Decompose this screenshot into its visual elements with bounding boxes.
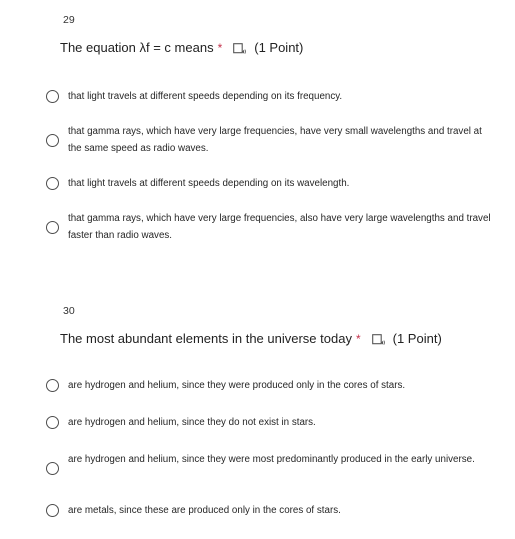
answer-option[interactable] <box>46 210 506 244</box>
required-mark: * <box>355 331 361 346</box>
option-label: that light travels at different speeds depending on its frequency. <box>68 91 343 102</box>
option-label: are hydrogen and helium, since they do not exist in stars. <box>68 417 316 428</box>
question-number: 29 <box>63 14 75 26</box>
immersive-reader-icon[interactable] <box>372 334 386 346</box>
answer-option[interactable] <box>46 451 506 475</box>
answer-option[interactable] <box>46 377 506 394</box>
answer-option[interactable] <box>46 414 506 431</box>
question-number: 30 <box>63 305 75 317</box>
required-mark: * <box>217 40 223 55</box>
radio-button[interactable] <box>46 379 59 392</box>
radio-button[interactable] <box>46 416 59 429</box>
option-label: are hydrogen and helium, since they were produced only in the cores of stars. <box>68 380 406 391</box>
radio-button[interactable] <box>46 134 59 147</box>
radio-button[interactable] <box>46 221 59 234</box>
question-title <box>60 40 303 55</box>
question-text: The equation λf = c means <box>60 40 214 55</box>
radio-button[interactable] <box>46 90 59 103</box>
answer-option[interactable] <box>46 88 506 105</box>
answer-option[interactable] <box>46 502 506 519</box>
option-label: that light travels at different speeds depending on its wavelength. <box>68 178 350 189</box>
option-label: are metals, since these are produced only in the cores of stars. <box>68 505 341 516</box>
question-points: (1 Point) <box>392 331 442 346</box>
immersive-reader-icon[interactable] <box>233 43 247 55</box>
question-points: (1 Point) <box>254 40 304 55</box>
radio-button[interactable] <box>46 504 59 517</box>
radio-button[interactable] <box>46 177 59 190</box>
radio-button[interactable] <box>46 462 59 475</box>
option-label: that gamma rays, which have very large frequencies, also have very large wavelengths and travel faster than radio waves. <box>68 213 491 241</box>
answer-option[interactable] <box>46 123 506 157</box>
option-label: are hydrogen and helium, since they were most predominantly produced in the early universe. <box>68 454 475 465</box>
answer-option[interactable] <box>46 175 506 192</box>
option-label: that gamma rays, which have very large frequencies, have very small wavelengths and travel at the same speed as radio waves. <box>68 126 482 154</box>
question-title <box>60 331 442 346</box>
question-text: The most abundant elements in the universe today <box>60 331 352 346</box>
